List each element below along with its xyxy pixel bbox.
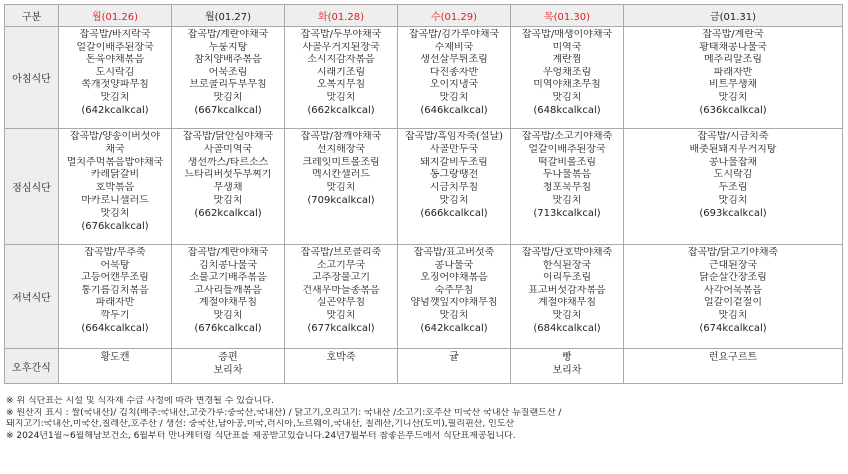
menu-item: 멕시칸샐러드: [312, 169, 370, 181]
menu-item: 닭순살간장조림: [699, 272, 767, 284]
menu-item: 잡곡밥/계란야채국: [187, 29, 269, 40]
menu-cell: [398, 129, 511, 245]
menu-item: 맛김치: [718, 309, 748, 321]
menu-item: 맛김치: [439, 309, 469, 321]
menu-item: 맛김치: [552, 309, 582, 321]
menu-item: 표고버섯감자볶음: [528, 284, 606, 296]
menu-item: 얼갈이배추된장국: [528, 143, 606, 155]
menu-item: 마카로니샐러드: [81, 194, 149, 206]
menu-item: 런요구르트: [708, 352, 758, 363]
menu-item: 떡갈비볼조림: [538, 156, 596, 168]
menu-item: 시래기조림: [316, 66, 366, 78]
menu-cell: [172, 129, 285, 245]
menu-item: 카레닭갈비: [90, 169, 140, 181]
menu-item: 생선까스/타르소스: [187, 156, 269, 168]
note-line: 돼지고기:국내산,미국산,칠레산,호주산 / 생선: 중국산,남아공,미국,러시아,노르웨이,국내산, 칠레산,기니산(도미),필리핀산, 인도산: [6, 419, 515, 429]
menu-cell: [511, 349, 624, 384]
menu-item: 콩나물국: [434, 259, 474, 271]
menu-item: (709kcalkcal): [307, 194, 375, 206]
menu-item: 선지해장국: [316, 143, 366, 155]
menu-item: 사각어묵볶음: [704, 284, 762, 296]
menu-item: 돼지갈비두조림: [420, 156, 488, 168]
menu-item: (677kcalkcal): [307, 322, 375, 334]
menu-item: 도시락김: [713, 169, 753, 181]
menu-item: (642kcalkcal): [81, 104, 149, 116]
menu-item: 잡곡밥/참깨야채국: [300, 131, 382, 142]
menu-item: 사골미역국: [203, 143, 253, 155]
menu-item: 무생채: [213, 182, 243, 194]
menu-item: 잡곡밥/브로콜리죽: [300, 247, 382, 258]
menu-item: 청포묵무침: [542, 182, 592, 194]
menu-item: 채국: [105, 143, 125, 155]
menu-item: 맛김치: [718, 91, 748, 103]
header-row: [5, 5, 843, 27]
menu-cell: [285, 349, 398, 384]
menu-item: 메추리알조림: [704, 54, 762, 66]
menu-item: 돈육야채볶음: [86, 54, 144, 66]
menu-item: 잡곡밥/소고기야채죽: [521, 131, 613, 142]
meal-label: 아침식단: [5, 27, 59, 129]
menu-item: 맛김치: [326, 309, 356, 321]
menu-item: 숙주무침: [434, 284, 474, 296]
menu-cell: [511, 245, 624, 349]
menu-item: 얼갈이겉절이: [704, 297, 762, 309]
menu-item: 근대된장국: [708, 259, 758, 271]
menu-cell: [285, 129, 398, 245]
menu-cell: [59, 349, 172, 384]
menu-item: 맛김치: [718, 194, 748, 206]
menu-cell: [624, 349, 843, 384]
menu-cell: [624, 129, 843, 245]
menu-cell: [59, 27, 172, 129]
menu-item: 수제비국: [434, 41, 474, 53]
menu-item: 얼갈이배추된장국: [76, 41, 154, 53]
menu-item: (667kcalkcal): [194, 104, 262, 116]
menu-item: 맛김치: [552, 194, 582, 206]
menu-item: 미역야채초무침: [533, 79, 601, 91]
menu-item: 사골우거지된장국: [302, 41, 380, 53]
menu-item: 맛김치: [439, 91, 469, 103]
meal-row-snack: [5, 349, 843, 384]
menu-item: (713kcalkcal): [533, 207, 601, 219]
menu-item: 잡곡밥/시금치죽: [697, 131, 769, 142]
menu-item: 계절야채무침: [199, 297, 257, 309]
menu-item: 오복지무침: [316, 79, 366, 91]
menu-item: 배춧된돼지우거지탕: [689, 143, 777, 155]
menu-item: 맛김치: [552, 91, 582, 103]
category-header: 구분: [5, 5, 59, 27]
menu-cell: [624, 245, 843, 349]
menu-cell: [624, 27, 843, 129]
menu-item: 비트무생채: [708, 79, 758, 91]
menu-item: 고추장불고기: [312, 272, 370, 284]
menu-item: 증편: [218, 352, 238, 363]
menu-item: 맛김치: [213, 309, 243, 321]
menu-item: 도시락김: [95, 66, 135, 78]
menu-item: (642kcalkcal): [420, 322, 488, 334]
menu-item: 황태채콩나물국: [699, 41, 767, 53]
menu-item: (666kcalkcal): [420, 207, 488, 219]
menu-item: 잡곡밥/두부야채국: [300, 29, 382, 40]
day-header: 월(01.27): [172, 5, 285, 27]
menu-item: 다진종자반: [429, 66, 479, 78]
menu-item: 깍두기: [100, 309, 130, 321]
menu-item: 누룽지탕: [208, 41, 248, 53]
menu-item: (646kcalkcal): [420, 104, 488, 116]
menu-item: 소불고기배추볶음: [189, 272, 267, 284]
menu-item: 브로콜리두부무침: [189, 79, 267, 91]
note-line: ※ 원산지 표시 : 쌀(국내산)/ 김치(배추:국내산,고춧가루:중국산,국내산) / 닭고기,오리고기: 국내산 /소고기:호주산 미국산 국내산 뉴질랜드산 /: [6, 407, 562, 418]
menu-item: 한식된장국: [542, 259, 592, 271]
menu-cell: [172, 349, 285, 384]
menu-item: 잡곡밥/닭고기야채죽: [687, 247, 779, 258]
menu-item: 맛김치: [100, 91, 130, 103]
meal-label: 오후간식: [5, 349, 59, 384]
menu-item: 호박볶음: [95, 182, 135, 194]
menu-item: (676kcalkcal): [194, 322, 262, 334]
menu-item: 고사리들깨볶음: [194, 284, 262, 296]
menu-item: 빵: [562, 352, 572, 363]
menu-item: (662kcalkcal): [194, 207, 262, 219]
menu-item: (662kcalkcal): [307, 104, 375, 116]
menu-item: 잡곡밥/흑임자죽(설날): [404, 131, 504, 142]
menu-item: 건새우마늘종볶음: [302, 284, 380, 296]
menu-item: 실곤약무침: [316, 297, 366, 309]
menu-item: 잡곡밥/바지락국: [79, 29, 151, 40]
menu-item: 시금치무침: [429, 182, 479, 194]
menu-cell: [285, 245, 398, 349]
menu-item: 소시지감자볶음: [307, 54, 375, 66]
menu-item: 잡곡밥/표고버섯죽: [413, 247, 495, 258]
meal-label: 점심식단: [5, 129, 59, 245]
menu-cell: [172, 27, 285, 129]
note-line: ※ 2024년1월~6월해남보건소, 6월부터 만나케터링 식단표를 제공받고있습니다.24년7월부터 참좋은푸드에서 식단표제공됩니다.: [6, 430, 516, 441]
menu-item: 양념깻잎지야채무침: [410, 297, 498, 309]
menu-item: 잡곡밥/무추죽: [84, 247, 146, 258]
menu-item: 두나물볶음: [542, 169, 592, 181]
meal-row-lunch: [5, 129, 843, 245]
menu-cell: [511, 27, 624, 129]
menu-item: 우엉채조림: [542, 66, 592, 78]
menu-item: 참치양배추볶음: [194, 54, 262, 66]
menu-item: 어묵조림: [208, 66, 248, 78]
notes-section: [6, 396, 842, 442]
menu-item: 소고기무국: [316, 259, 366, 271]
menu-item: 보리차: [552, 365, 582, 376]
menu-item: 오징어야채볶음: [420, 272, 488, 284]
menu-item: 동그랑땡전: [429, 169, 479, 181]
weekly-menu-table: [4, 4, 843, 384]
menu-item: 파래자반: [95, 297, 135, 309]
meal-row-breakfast: [5, 27, 843, 129]
menu-item: (693kcalkcal): [699, 207, 767, 219]
menu-item: 오이지냉국: [429, 79, 479, 91]
menu-item: 멸치주먹볶음밥야채국: [66, 156, 164, 168]
menu-item: (674kcalkcal): [699, 322, 767, 334]
menu-cell: [398, 245, 511, 349]
menu-item: 황도캔: [100, 352, 130, 363]
menu-item: 맛김치: [213, 194, 243, 206]
menu-item: 맛김치: [326, 91, 356, 103]
menu-item: 맛김치: [439, 194, 469, 206]
menu-item: 통기름김치볶음: [81, 284, 149, 296]
menu-item: (664kcalkcal): [81, 322, 149, 334]
menu-item: 잡곡밥/매생이야채국: [521, 29, 613, 40]
menu-item: 귤: [449, 352, 459, 363]
menu-item: (648kcalkcal): [533, 104, 601, 116]
day-header: 월(01.26): [59, 5, 172, 27]
menu-item: 맛김치: [100, 207, 130, 219]
note-line: ※ 위 식단표는 시설 및 식자재 수급 사정에 따라 변경될 수 있습니다.: [6, 396, 274, 406]
menu-item: 잡곡밥/양송이버섯야: [69, 131, 161, 142]
day-header: 수(01.29): [398, 5, 511, 27]
menu-item: 미역국: [552, 41, 582, 53]
menu-item: 잡곡밥/계란야채국: [187, 247, 269, 258]
menu-item: 생선살무튀조림: [420, 54, 488, 66]
menu-cell: [398, 349, 511, 384]
day-header: 화(01.28): [285, 5, 398, 27]
meal-label: 저녁식단: [5, 245, 59, 349]
menu-item: 잡곡밥/단호박야채죽: [521, 247, 613, 258]
menu-item: 김치콩나물국: [199, 259, 257, 271]
menu-item: 두조림: [718, 182, 748, 194]
menu-item: 크레잇미트볼조림: [302, 156, 380, 168]
menu-cell: [59, 245, 172, 349]
menu-item: 보리차: [213, 365, 243, 376]
menu-item: 어묵탕: [100, 259, 130, 271]
menu-item: 잡곡밥/계란국: [702, 29, 764, 40]
menu-item: 잡곡밥/김가루야채국: [408, 29, 500, 40]
menu-item: 맛김치: [326, 182, 356, 194]
menu-item: 콩나물잡채: [708, 156, 758, 168]
menu-cell: [59, 129, 172, 245]
menu-item: (636kcalkcal): [699, 104, 767, 116]
menu-cell: [511, 129, 624, 245]
menu-item: 호박죽: [326, 352, 356, 363]
menu-cell: [285, 27, 398, 129]
meal-row-dinner: [5, 245, 843, 349]
menu-item: 잡곡밥/닭안심야채국: [182, 131, 274, 142]
menu-item: 사골만두국: [429, 143, 479, 155]
menu-item: 느타리버섯두부찌기: [184, 169, 272, 181]
day-header: 금(01.31): [624, 5, 843, 27]
menu-item: (684kcalkcal): [533, 322, 601, 334]
menu-item: (676kcalkcal): [81, 220, 149, 232]
menu-cell: [398, 27, 511, 129]
menu-item: 파래자반: [713, 66, 753, 78]
menu-item: 계란찜: [552, 54, 582, 66]
menu-item: 이리두조림: [542, 272, 592, 284]
day-header: 목(01.30): [511, 5, 624, 27]
menu-item: 계절야채무침: [538, 297, 596, 309]
menu-item: 맛김치: [213, 91, 243, 103]
menu-item: 고등어캔무조림: [81, 272, 149, 284]
menu-cell: [172, 245, 285, 349]
menu-item: 쪽개젓양파무침: [81, 79, 149, 91]
